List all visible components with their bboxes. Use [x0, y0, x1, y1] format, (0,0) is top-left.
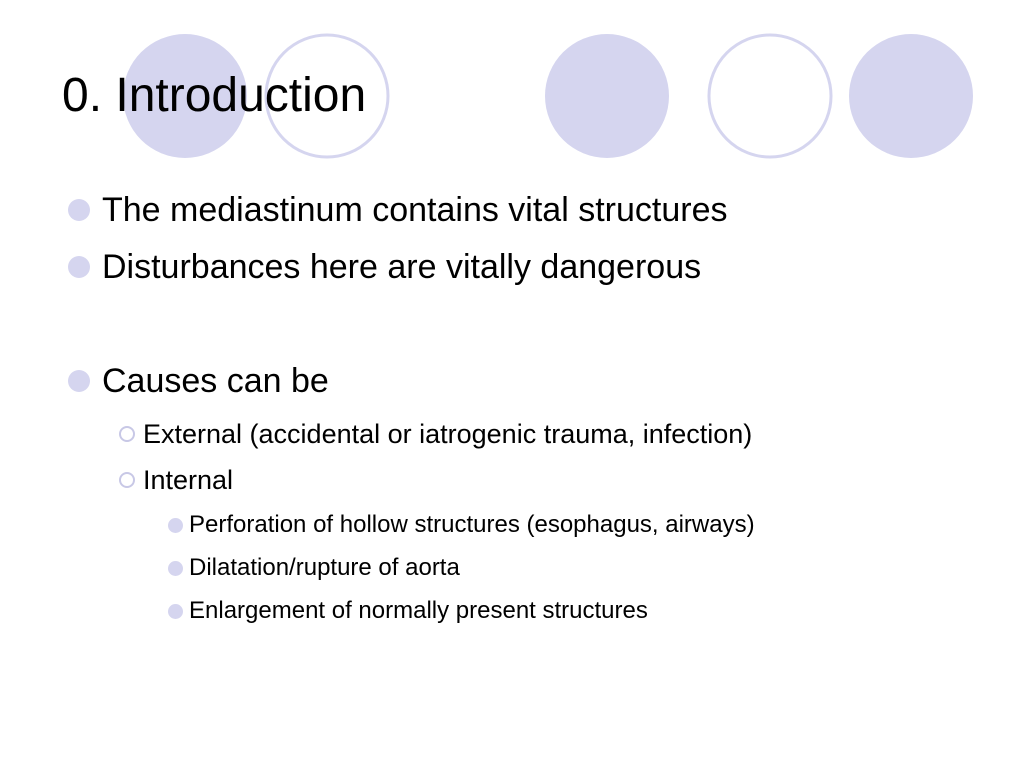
bullet-text: External (accidental or iatrogenic trauma, infection) [143, 419, 753, 449]
bullet-text: Dilatation/rupture of aorta [189, 554, 460, 581]
list-item [168, 553, 460, 583]
bullet-text: Causes can be [102, 362, 329, 400]
bullet-dot-icon [168, 604, 183, 619]
bullet-dot-icon [68, 199, 90, 221]
bullet-dot-icon [68, 370, 90, 392]
list-item [68, 190, 727, 230]
bullet-dot-icon [168, 561, 183, 576]
list-item [119, 418, 752, 450]
bullet-text: Enlargement of normally present structures [189, 597, 648, 624]
slide-title: 0. Introduction [62, 69, 367, 122]
list-item [68, 361, 329, 401]
list-item [168, 596, 648, 626]
bullet-ring-icon [119, 426, 135, 442]
list-item [168, 510, 755, 540]
bullet-text: Disturbances here are vitally dangerous [102, 248, 702, 286]
bullet-text: Internal [143, 465, 234, 495]
bullet-text: Perforation of hollow structures (esophagus, airways) [189, 511, 755, 538]
list-item [119, 464, 233, 496]
bullet-dot-icon [68, 256, 90, 278]
list-item [68, 247, 701, 287]
bullet-text: The mediastinum contains vital structures [102, 191, 728, 229]
bullet-dot-icon [168, 518, 183, 533]
bullet-ring-icon [119, 472, 135, 488]
